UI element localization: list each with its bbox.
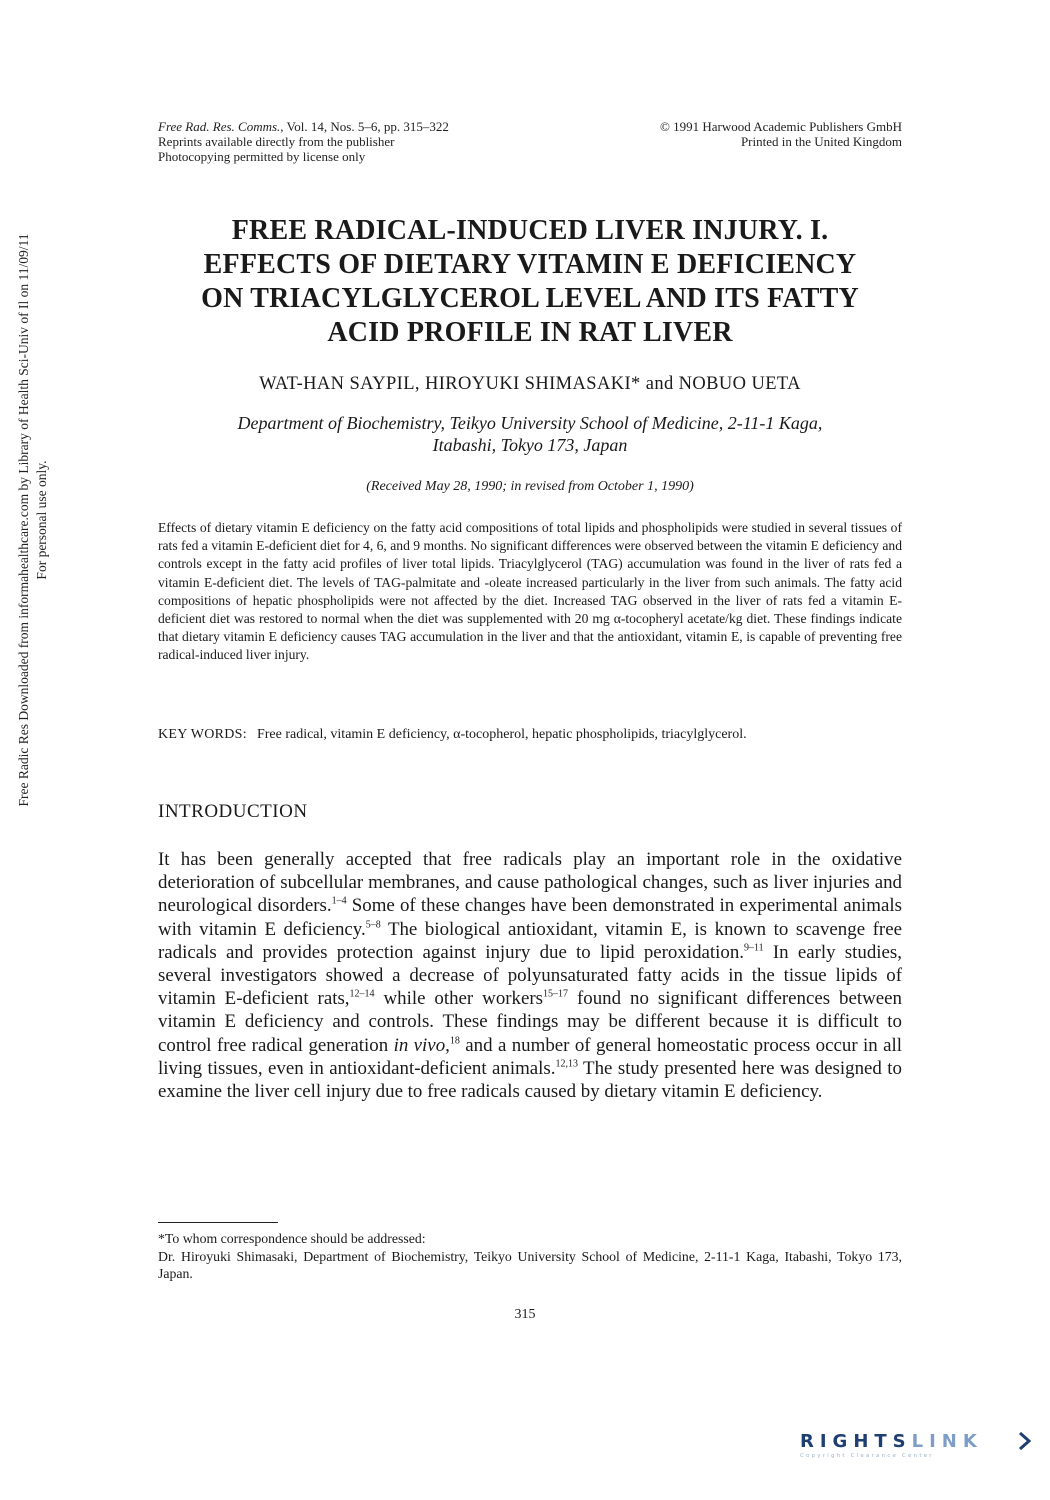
journal-name: Free Rad. Res. Comms. (158, 119, 281, 134)
side-note-line-1: Free Radic Res Downloaded from informahealthcare.com by Library of Health Sci-Univ of Il on 11/09/11 (16, 233, 31, 807)
title-line: ON TRIACYLGLYCEROL LEVEL AND ITS FATTY (201, 283, 859, 314)
intro-text: It has been generally accepted that free radicals play an important role in the oxidative deterioration of subcellular membranes, and cause pathological changes, such as liver injuries and neurological disorders. (158, 849, 902, 917)
introduction-paragraph (158, 848, 902, 1103)
logo-subtitle: Copyright Clearance Center (800, 1453, 934, 1459)
intro-text: Some of these changes have been demonstrated in experimental animals with vitamin E deficiency. (158, 895, 902, 940)
journal-volume: , Vol. 14, Nos. 5–6, pp. 315–322 (280, 119, 449, 134)
keywords (158, 727, 918, 743)
paper-title (100, 214, 960, 350)
journal-header-left (158, 119, 578, 164)
journal-citation (158, 119, 578, 134)
side-note-line-2: For personal use only. (34, 460, 49, 580)
side-download-note (14, 233, 54, 807)
keywords-text: Free radical, vitamin E deficiency, α-tocopherol, hepatic phospholipids, triacylglycerol. (256, 727, 747, 742)
intro-text: The study presented here was designed to examine the liver cell injury due to free radicals caused by dietary vitamin E deficiency. (158, 1057, 902, 1103)
correspondence-footnote (158, 1230, 902, 1283)
footnote-line: Dr. Hiroyuki Shimasaki, Department of Biochemistry, Teikyo University School of Medicine, 2-11-1 Kaga, Itabashi, Tokyo 173, Japan. (158, 1248, 902, 1281)
citation-ref: 12,13 (555, 1058, 578, 1070)
intro-text: , (445, 1034, 450, 1056)
title-line: FREE RADICAL-INDUCED LIVER INJURY. I. (231, 215, 829, 246)
affiliation-line: Department of Biochemistry, Teikyo University School of Medicine, 2-11-1 Kaga, (237, 413, 823, 433)
copyright-note: © 1991 Harwood Academic Publishers GmbH (659, 119, 902, 134)
logo-word-light: LINK (911, 1431, 983, 1452)
footnote-divider (158, 1222, 278, 1223)
chevron-right-icon (1018, 1431, 1032, 1451)
citation-ref: 1–4 (331, 896, 347, 908)
intro-text: while other workers (374, 988, 544, 1010)
affiliation-line: Itabashi, Tokyo 173, Japan (432, 435, 628, 455)
abstract: Effects of dietary vitamin E deficiency on the fatty acid compositions of total lipids and phospholipids were studied in several tissues of rats fed a vitamin E-deficient diet for 4, 6, and 9 months. No significant differences were observed between the vitamin E deficiency and controls except in the fatty acid profiles of liver total lipids. Triacylglycerol (TAG) accumulation was found in the liver of rats fed a vitamin E-deficient diet. The levels of TAG-palmitate and -oleate increased particularly in the liver from such animals. The fatty acid compositions of hepatic phospholipids were not affected by the diet. Increased TAG observed in the liver of rats fed a vitamin E-deficient diet was restored to normal when the diet was supplemented with 20 mg α-tocopheryl acetate/kg diet. These findings indicate that dietary vitamin E deficiency causes TAG accumulation in the liver and that the antioxidant, vitamin E, is capable of preventing free radical-induced liver injury. (158, 520, 902, 663)
intro-text: In early studies, several investigators showed a decrease of polyunsaturated fatty acids in the tissue lipids of vitamin E-deficient rats, (158, 941, 902, 1010)
intro-italic: in vivo (393, 1034, 446, 1056)
keywords-label: KEY WORDS: (158, 727, 247, 742)
citation-ref: 12–14 (349, 988, 375, 1000)
journal-header-right (560, 119, 902, 149)
citation-ref: 15–17 (543, 988, 569, 1000)
printed-note: Printed in the United Kingdom (740, 134, 902, 149)
received-date: (Received May 28, 1990; in revised from October 1, 1990) (366, 479, 694, 494)
citation-ref: 9–11 (744, 942, 764, 954)
citation-ref: 18 (449, 1035, 460, 1047)
footnote-line: *To whom correspondence should be addressed: (158, 1231, 426, 1246)
authors: WAT-HAN SAYPIL, HIROYUKI SHIMASAKI* and NOBUO UETA (259, 374, 801, 394)
intro-text: found no significant differences between vitamin E deficiency and controls. These findings may be different because it is difficult to control free radical generation (158, 988, 902, 1056)
intro-text: and a number of general homeostatic process occur in all living tissues, even in antioxidant-deficient animals. (158, 1034, 903, 1079)
logo-word-dark: RIGHTS (800, 1431, 912, 1452)
affiliation (130, 412, 930, 456)
reprints-note: Reprints available directly from the publisher (158, 134, 395, 149)
intro-text: The biological antioxidant, vitamin E, is known to scavenge free radicals and provides protection against injury due to lipid peroxidation. (158, 918, 902, 963)
rightslink-wordmark (800, 1431, 1030, 1452)
citation-ref: 5–8 (365, 919, 381, 931)
rightslink-logo[interactable] (800, 1431, 1030, 1471)
page-number: 315 (514, 1307, 536, 1322)
photocopy-note: Photocopying permitted by license only (158, 149, 366, 164)
title-line: ACID PROFILE IN RAT LIVER (327, 317, 733, 348)
section-heading-introduction: INTRODUCTION (158, 801, 308, 822)
title-line: EFFECTS OF DIETARY VITAMIN E DEFICIENCY (203, 249, 857, 280)
